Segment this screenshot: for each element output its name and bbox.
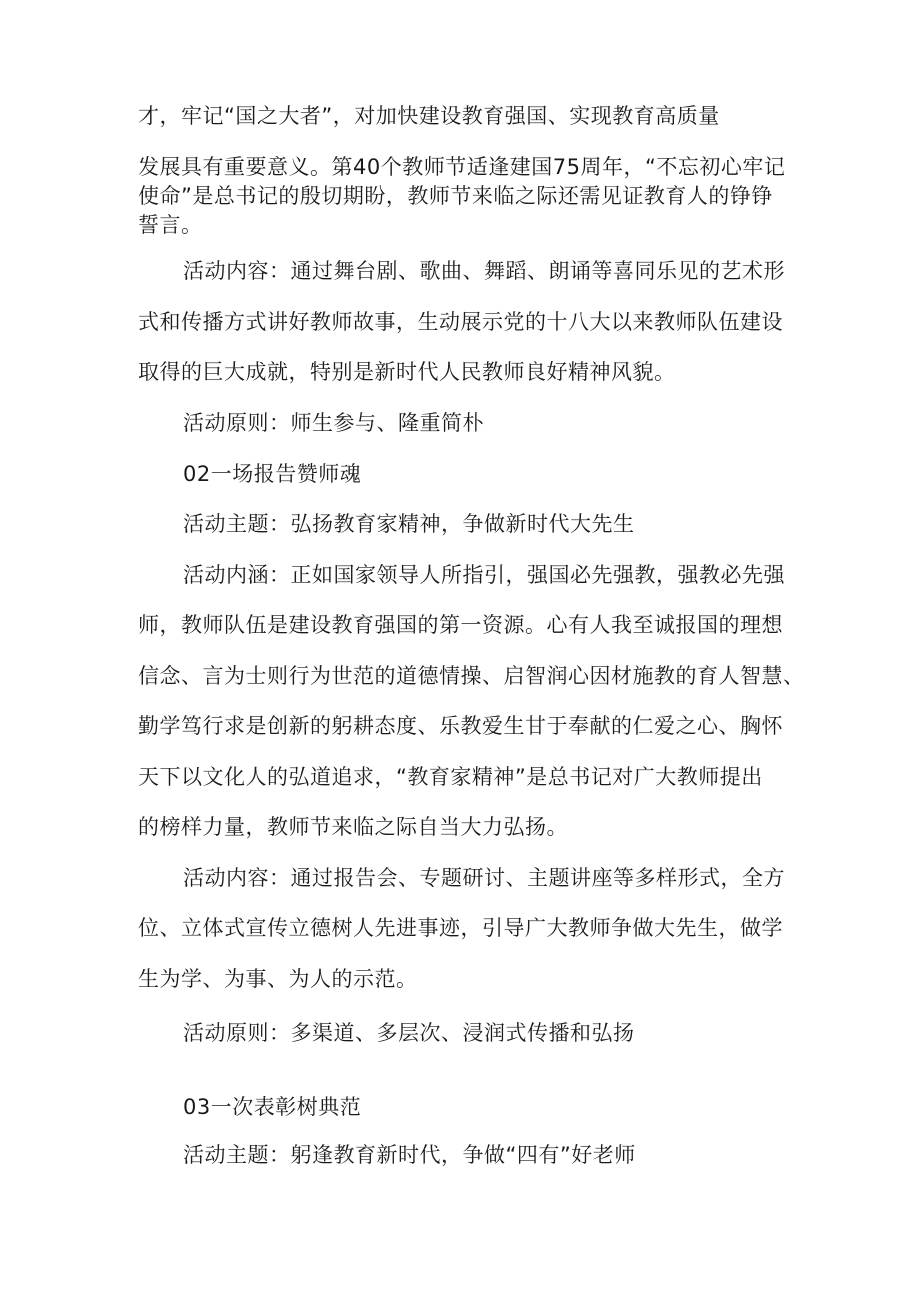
text-line: 式和传播方式讲好教师故事，生动展示党的十八大以来教师队伍建设 (138, 310, 783, 334)
text-line: 活动原则：多渠道、多层次、浸润式传播和弘扬 (183, 1021, 635, 1045)
text-line: 天下以文化人的弘道追求，“教育家精神”是总书记对广大教师提出 (138, 765, 763, 789)
text-line: 位、立体式宣传立德树人先进事迹，引导广大教师争做大先生，做学 (138, 916, 783, 940)
text-line: 生为学、为事、为人的示范。 (138, 967, 418, 991)
text-line: 的榜样力量，教师节来临之际自当大力弘扬。 (138, 815, 568, 839)
text-line: 活动主题：躬逢教育新时代，争做“四有”好老师 (183, 1143, 636, 1167)
text-line: 才，牢记“国之大者”，对加快建设教育强国、实现教育高质量 (138, 104, 720, 128)
text-line: 活动原则：师生参与、隆重简朴 (183, 411, 484, 435)
text-line: 活动内涵：正如国家领导人所指引，强国必先强教，强教必先强 (183, 563, 785, 587)
section-heading: 02一场报告赞师魂 (183, 462, 362, 486)
section-heading: 03一次表彰树典范 (183, 1095, 362, 1119)
text-line: 活动内容：通过报告会、专题研讨、主题讲座等多样形式，全方 (183, 866, 785, 890)
text-line: 勤学笃行求是创新的躬耕态度、乐教爱生甘于奉献的仁爱之心、胸怀 (138, 714, 783, 738)
text-line: 师，教师队伍是建设教育强国的第一资源。心有人我至诚报国的理想 (138, 613, 783, 637)
text-line: 活动内容：通过舞台剧、歌曲、舞蹈、朗诵等喜同乐见的艺术形 (183, 259, 785, 283)
text-line: 活动主题：弘扬教育家精神，争做新时代大先生 (183, 512, 635, 536)
text-line: 使命”是总书记的殷切期盼，教师节来临之际还需见证教育人的铮铮 (138, 184, 773, 208)
text-line: 信念、言为士则行为世范的道德情操、启智润心因材施教的育人智慧、 (138, 664, 805, 688)
text-line: 誓言。 (138, 213, 203, 237)
text-line: 发展具有重要意义。第40个教师节适逢建国75周年，“不忘初心牢记 (138, 155, 786, 179)
text-line: 取得的巨大成就，特别是新时代人民教师良好精神风貌。 (138, 360, 676, 384)
